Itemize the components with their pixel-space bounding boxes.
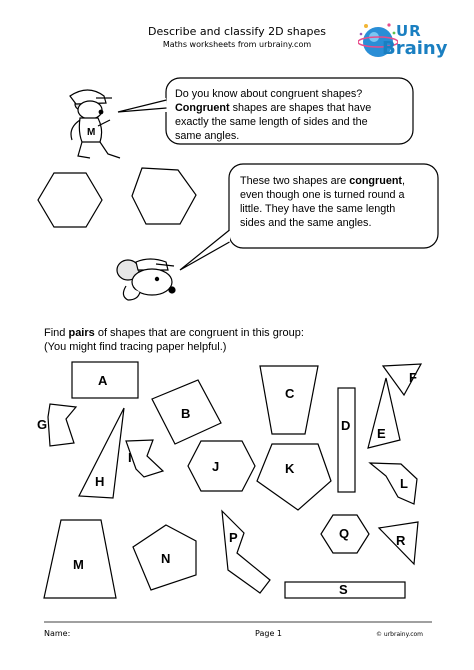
bubble-1-bold-word: Congruent	[175, 102, 230, 114]
shape-j-hexagon	[188, 441, 255, 491]
logo-brainy-text: Brainy	[382, 38, 448, 59]
label-n: N	[161, 551, 171, 566]
label-d: D	[341, 418, 351, 433]
bubble-2-bold-word: congruent	[349, 175, 403, 187]
label-f: F	[409, 370, 417, 385]
logo-ur-text: UR	[396, 22, 422, 40]
shape-d-rectangle	[338, 388, 355, 492]
instructions-bold-word: pairs	[68, 327, 95, 339]
label-m: M	[73, 557, 84, 572]
label-h: H	[95, 474, 105, 489]
bubble-2-line-1	[240, 174, 435, 188]
bubble-1-text	[175, 87, 407, 143]
example-hexagon-2	[132, 168, 196, 224]
label-i: I	[128, 450, 132, 465]
label-j: J	[212, 459, 220, 474]
instructions-part-1: Find	[44, 327, 69, 339]
bubble-2-line-3: little. They have the same length	[240, 203, 396, 215]
label-e: E	[377, 426, 386, 441]
bubble-1-line-2-rest: shapes are shapes that have	[229, 102, 372, 114]
label-r: R	[396, 533, 406, 548]
shape-l-arrow	[370, 463, 417, 504]
footer-page-number: Page 1	[255, 629, 282, 638]
label-l: L	[400, 476, 408, 491]
worksheet-title: Describe and classify 2D shapes	[148, 25, 326, 38]
bubble-2-line-2: even though one is turned round a	[240, 189, 405, 201]
shape-g-arrow	[48, 404, 76, 446]
label-p: P	[229, 530, 238, 545]
label-a: A	[98, 373, 108, 388]
label-g: G	[37, 417, 48, 432]
label-s: S	[339, 582, 348, 597]
bubble-2-line-4: sides and the same angles.	[240, 217, 372, 229]
bubble-1-line-4: same angles.	[175, 130, 240, 142]
label-k: K	[285, 461, 295, 476]
bubble-2-line-1-start: These two shapes are	[240, 175, 350, 187]
bubble-1-line-1: Do you know about congruent shapes?	[175, 88, 363, 100]
bubble-2-text	[240, 174, 435, 230]
instructions-line-1	[44, 326, 304, 340]
shape-p-arrow	[222, 511, 270, 593]
bubble-1-line-3: exactly the same length of sides and the	[175, 116, 368, 128]
instructions-part-2: of shapes that are congruent in this group:	[94, 327, 304, 339]
footer-copyright: © urbrainy.com	[376, 631, 424, 638]
label-q: Q	[339, 526, 350, 541]
example-hexagon-1	[38, 173, 102, 227]
instructions-line-2: (You might find tracing paper helpful.)	[44, 341, 227, 353]
label-b: B	[181, 406, 191, 421]
mascot-shirt-letter: M	[87, 127, 96, 138]
footer-name-label: Name:	[44, 629, 71, 638]
bubble-2-line-1-end: ,	[402, 175, 406, 187]
mouse-mascot-2	[117, 259, 175, 300]
mouse-mascot-1	[70, 90, 120, 158]
worksheet-subtitle: Maths worksheets from urbrainy.com	[162, 40, 312, 49]
bubble-1-line-2	[175, 101, 407, 115]
instructions	[44, 326, 304, 354]
shape-k-pentagon	[257, 444, 331, 510]
label-c: C	[285, 386, 295, 401]
